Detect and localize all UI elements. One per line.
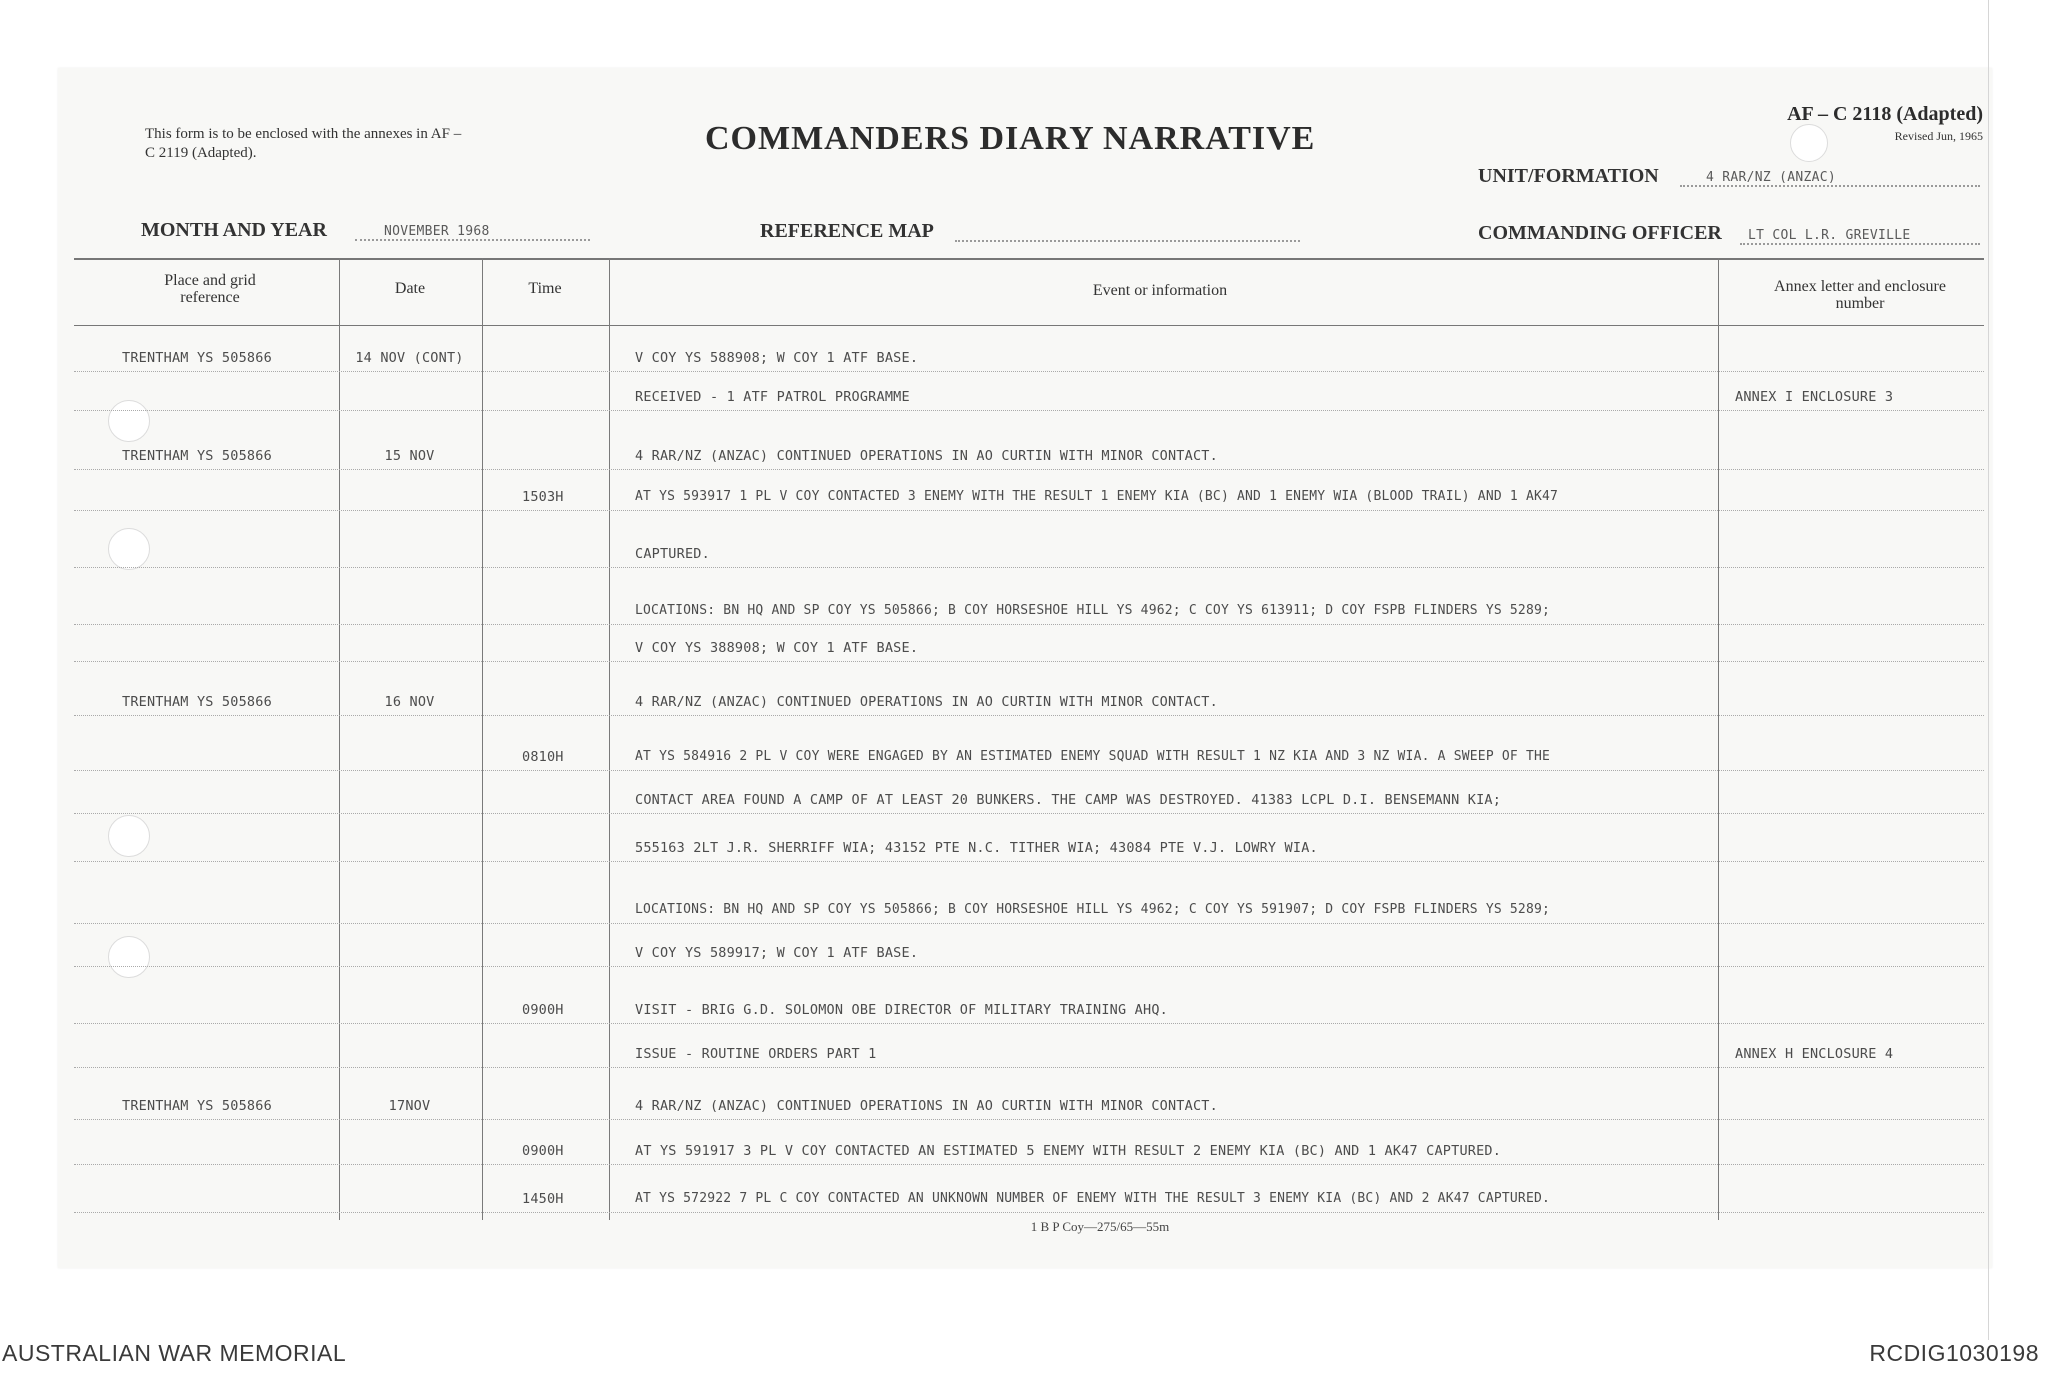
punch-hole xyxy=(108,400,150,442)
row-rule xyxy=(74,510,1984,511)
cell-annex: ANNEX I ENCLOSURE 3 xyxy=(1735,389,1894,405)
cell-date: 15 NOV xyxy=(384,448,435,464)
cell-date: 14 NOV (CONT) xyxy=(355,350,464,366)
column-divider xyxy=(339,258,340,1220)
table-header-rule xyxy=(74,325,1984,326)
cell-annex: ANNEX H ENCLOSURE 4 xyxy=(1735,1046,1894,1062)
cell-event: 4 RAR/NZ (ANZAC) CONTINUED OPERATIONS IN AO CURTIN WITH MINOR CONTACT. xyxy=(635,448,1218,464)
unit-dots xyxy=(1680,185,1980,187)
cell-event: LOCATIONS: BN HQ AND SP COY YS 505866; B COY HORSESHOE HILL YS 4962; C COY YS 591907; D COY FSPB FLINDERS YS 5289; xyxy=(635,902,1551,917)
cell-event: AT YS 572922 7 PL C COY CONTACTED AN UNKNOWN NUMBER OF ENEMY WITH THE RESULT 3 ENEMY KIA (BC) AND 2 AK47 CAPTURED. xyxy=(635,1191,1551,1206)
cell-time: 0900H xyxy=(522,1002,564,1018)
row-rule xyxy=(74,770,1984,771)
footer-source: AUSTRALIAN WAR MEMORIAL xyxy=(2,1340,347,1366)
cell-event: 555163 2LT J.R. SHERRIFF WIA; 43152 PTE N.C. TITHER WIA; 43084 PTE V.J. LOWRY WIA. xyxy=(635,840,1318,856)
row-rule xyxy=(74,813,1984,814)
page-title: COMMANDERS DIARY NARRATIVE xyxy=(705,120,1316,157)
month-value: NOVEMBER 1968 xyxy=(384,224,490,239)
co-dots xyxy=(1740,243,1980,245)
cell-time: 0810H xyxy=(522,749,564,765)
column-header-place: Place and grid reference xyxy=(164,272,256,306)
row-rule xyxy=(74,923,1984,924)
column-header-date: Date xyxy=(394,280,426,297)
cell-event: CAPTURED. xyxy=(635,546,710,562)
unit-value: 4 RAR/NZ (ANZAC) xyxy=(1706,170,1837,185)
row-rule xyxy=(74,1164,1984,1165)
scan-edge xyxy=(1988,0,1989,1340)
row-rule xyxy=(74,661,1984,662)
printer-imprint: 1 B P Coy—275/65—55m xyxy=(1030,1219,1170,1234)
cell-event: V COY YS 388908; W COY 1 ATF BASE. xyxy=(635,640,919,656)
cell-place: TRENTHAM YS 505866 xyxy=(122,1098,272,1114)
cell-event: 4 RAR/NZ (ANZAC) CONTINUED OPERATIONS IN AO CURTIN WITH MINOR CONTACT. xyxy=(635,694,1218,710)
column-header-event: Event or information xyxy=(1092,282,1228,299)
row-rule xyxy=(74,371,1984,372)
cell-event: 4 RAR/NZ (ANZAC) CONTINUED OPERATIONS IN AO CURTIN WITH MINOR CONTACT. xyxy=(635,1098,1218,1114)
row-rule xyxy=(74,861,1984,862)
diary-page xyxy=(58,68,1992,1268)
row-rule xyxy=(74,624,1984,625)
column-divider xyxy=(1718,258,1719,1220)
cell-date: 17NOV xyxy=(388,1098,431,1114)
column-header-time: Time xyxy=(528,280,562,297)
month-dots xyxy=(355,239,590,241)
column-divider xyxy=(482,258,483,1220)
map-dots xyxy=(955,240,1300,242)
row-rule xyxy=(74,1067,1984,1068)
column-header-annex: Annex letter and enclosure number xyxy=(1774,278,1946,312)
table-top-rule xyxy=(74,258,1984,260)
cell-event: LOCATIONS: BN HQ AND SP COY YS 505866; B COY HORSESHOE HILL YS 4962; C COY YS 613911; D COY FSPB FLINDERS YS 5289; xyxy=(635,603,1551,618)
punch-hole xyxy=(108,528,150,570)
cell-time: 1450H xyxy=(522,1191,564,1207)
co-label: COMMANDING OFFICER xyxy=(1478,222,1722,244)
row-rule xyxy=(74,1212,1984,1213)
cell-place: TRENTHAM YS 505866 xyxy=(122,694,272,710)
cell-place: TRENTHAM YS 505866 xyxy=(122,350,272,366)
cell-event: RECEIVED - 1 ATF PATROL PROGRAMME xyxy=(635,389,910,405)
cell-place: TRENTHAM YS 505866 xyxy=(122,448,272,464)
cell-event: ISSUE - ROUTINE ORDERS PART 1 xyxy=(635,1046,877,1062)
row-rule xyxy=(74,1119,1984,1120)
form-notice: This form is to be enclosed with the annexes in AF – C 2119 (Adapted). xyxy=(145,126,462,161)
form-revision: Revised Jun, 1965 xyxy=(1894,129,1983,143)
cell-event: VISIT - BRIG G.D. SOLOMON OBE DIRECTOR OF MILITARY TRAINING AHQ. xyxy=(635,1002,1168,1018)
co-value: LT COL L.R. GREVILLE xyxy=(1748,228,1911,243)
map-label: REFERENCE MAP xyxy=(760,220,934,242)
cell-time: 1503H xyxy=(522,489,564,505)
row-rule xyxy=(74,410,1984,411)
unit-label: UNIT/FORMATION xyxy=(1478,165,1659,187)
punch-hole xyxy=(108,936,150,978)
month-label: MONTH AND YEAR xyxy=(141,219,327,241)
cell-event: AT YS 593917 1 PL V COY CONTACTED 3 ENEMY WITH THE RESULT 1 ENEMY KIA (BC) AND 1 ENEMY WIA (BLOOD TRAIL) AND 1 AK47 xyxy=(635,489,1559,504)
cell-time: 0900H xyxy=(522,1143,564,1159)
form-id: AF – C 2118 (Adapted) xyxy=(1787,103,1983,125)
row-rule xyxy=(74,966,1984,967)
row-rule xyxy=(74,1023,1984,1024)
cell-event: V COY YS 589917; W COY 1 ATF BASE. xyxy=(635,945,919,961)
row-rule xyxy=(74,469,1984,470)
column-divider xyxy=(609,258,610,1220)
cell-event: AT YS 591917 3 PL V COY CONTACTED AN ESTIMATED 5 ENEMY WITH RESULT 2 ENEMY KIA (BC) AND 1 AK47 CAPTURED. xyxy=(635,1143,1502,1159)
row-rule xyxy=(74,715,1984,716)
footer-reference: RCDIG1030198 xyxy=(1869,1340,2039,1366)
row-rule xyxy=(74,567,1984,568)
cell-date: 16 NOV xyxy=(384,694,435,710)
cell-event: V COY YS 588908; W COY 1 ATF BASE. xyxy=(635,350,919,366)
cell-event: CONTACT AREA FOUND A CAMP OF AT LEAST 20 BUNKERS. THE CAMP WAS DESTROYED. 41383 LCPL D.I. BENSEMANN KIA; xyxy=(635,792,1502,808)
cell-event: AT YS 584916 2 PL V COY WERE ENGAGED BY AN ESTIMATED ENEMY SQUAD WITH RESULT 1 NZ KIA AND 3 NZ WIA. A SWEEP OF THE xyxy=(635,749,1551,764)
punch-hole xyxy=(108,815,150,857)
